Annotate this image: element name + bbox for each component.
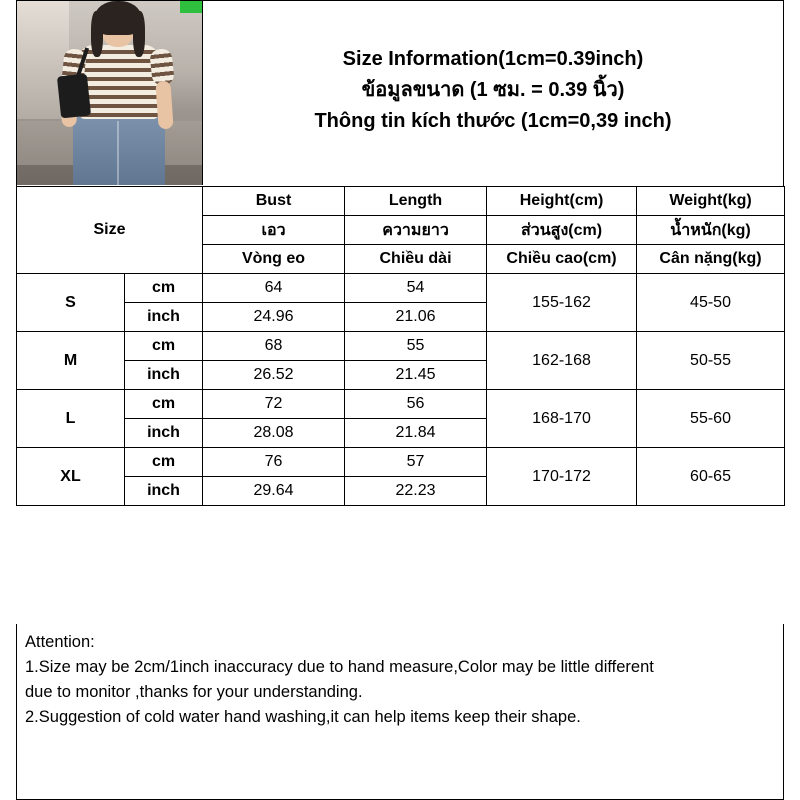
header-height-vi: Chiều cao(cm) [487,245,637,274]
xl-bust-inch: 29.64 [203,477,345,506]
header-length-vi: Chiều dài [345,245,487,274]
m-height: 162-168 [487,332,637,390]
photo-hair-right [133,11,145,57]
photo-hair-left [91,11,103,57]
xl-length-cm: 57 [345,448,487,477]
s-bust-cm: 64 [203,274,345,303]
header-bust-th: เอว [203,216,345,245]
table-header-row-en [17,187,785,216]
title-line-vi: Thông tin kích thước (1cm=0,39 inch) [314,110,672,132]
xl-weight: 60-65 [637,448,785,506]
l-bust-inch: 28.08 [203,419,345,448]
size-table [16,186,785,506]
header-band [16,0,784,186]
m-length-cm: 55 [345,332,487,361]
photo-striped-top [79,45,159,119]
s-bust-inch: 24.96 [203,303,345,332]
m-weight: 50-55 [637,332,785,390]
unit-inch: inch [125,303,203,332]
header-height-th: ส่วนสูง(cm) [487,216,637,245]
unit-cm: cm [125,332,203,361]
attention-line-1: 1.Size may be 2cm/1inch inaccuracy due to hand measure,Color may be little different [25,658,654,676]
l-height: 168-170 [487,390,637,448]
header-weight-th: น้ำหนัก(kg) [637,216,785,245]
m-length-inch: 21.45 [345,361,487,390]
title-line-en: Size Information(1cm=0.39inch) [342,48,644,70]
unit-inch: inch [125,361,203,390]
title-block [203,1,783,186]
header-height-en: Height(cm) [487,187,637,216]
unit-cm: cm [125,390,203,419]
m-bust-cm: 68 [203,332,345,361]
green-badge [180,1,202,13]
xl-length-inch: 22.23 [345,477,487,506]
photo-handbag [57,74,91,119]
table-row [17,274,785,303]
s-height: 155-162 [487,274,637,332]
attention-line-2: due to monitor ,thanks for your understanding. [25,683,363,701]
l-length-cm: 56 [345,390,487,419]
attention-block [16,624,784,800]
header-bust-vi: Vòng eo [203,245,345,274]
row-size-l: L [17,390,125,448]
attention-line-3: 2.Suggestion of cold water hand washing,it can help items keep their shape. [25,708,581,726]
l-bust-cm: 72 [203,390,345,419]
photo-jeans-seam [117,121,119,185]
attention-heading: Attention: [25,633,95,651]
s-weight: 45-50 [637,274,785,332]
title-line-th: ข้อมูลขนาด (1 ซม. = 0.39 นิ้ว) [361,79,625,101]
row-size-xl: XL [17,448,125,506]
unit-cm: cm [125,448,203,477]
table-row [17,448,785,477]
xl-height: 170-172 [487,448,637,506]
header-length-th: ความยาว [345,216,487,245]
unit-inch: inch [125,477,203,506]
unit-inch: inch [125,419,203,448]
s-length-inch: 21.06 [345,303,487,332]
xl-bust-cm: 76 [203,448,345,477]
l-weight: 55-60 [637,390,785,448]
s-length-cm: 54 [345,274,487,303]
size-header-cell: Size [17,187,203,274]
header-length-en: Length [345,187,487,216]
table-row [17,390,785,419]
header-weight-en: Weight(kg) [637,187,785,216]
row-size-s: S [17,274,125,332]
l-length-inch: 21.84 [345,419,487,448]
photo-jeans [73,115,165,185]
unit-cm: cm [125,274,203,303]
m-bust-inch: 26.52 [203,361,345,390]
header-bust-en: Bust [203,187,345,216]
row-size-m: M [17,332,125,390]
header-weight-vi: Cân nặng(kg) [637,245,785,274]
table-row [17,332,785,361]
product-photo [17,1,203,185]
